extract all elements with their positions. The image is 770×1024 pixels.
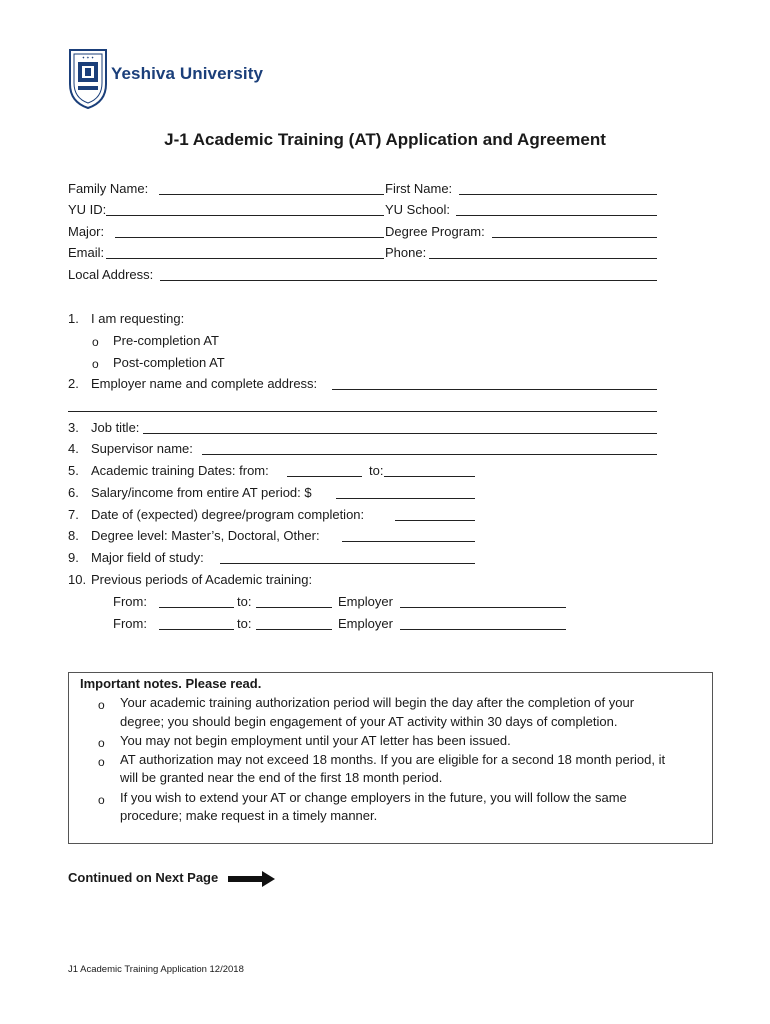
yu-id-label: YU ID: bbox=[68, 202, 107, 217]
first-name-field[interactable] bbox=[459, 194, 657, 195]
completion-date-field[interactable] bbox=[395, 520, 475, 521]
note-bullet-icon: o bbox=[98, 698, 105, 712]
local-address-label: Local Address: bbox=[68, 267, 154, 282]
right-arrow-icon bbox=[228, 870, 276, 893]
q6-text: Salary/income from entire AT period: $ bbox=[91, 485, 312, 500]
university-seal-icon bbox=[68, 46, 108, 110]
q9-number: 9. bbox=[68, 550, 79, 565]
q7-text: Date of (expected) degree/program completion: bbox=[91, 507, 365, 522]
job-title-field[interactable] bbox=[143, 433, 657, 434]
supervisor-name-field[interactable] bbox=[202, 454, 657, 455]
phone-field[interactable] bbox=[429, 258, 657, 259]
degree-program-label: Degree Program: bbox=[385, 224, 485, 239]
note-4-line-2: procedure; make request in a timely manner. bbox=[120, 808, 378, 823]
previous-to-field[interactable] bbox=[256, 607, 332, 608]
previous-employer-field[interactable] bbox=[400, 607, 566, 608]
major-label: Major: bbox=[68, 224, 105, 239]
note-2: You may not begin employment until your AT letter has been issued. bbox=[120, 733, 511, 748]
at-dates-from-field[interactable] bbox=[287, 476, 362, 477]
previous-employer-label: Employer bbox=[338, 594, 393, 609]
q4-number: 4. bbox=[68, 441, 79, 456]
previous-from-label: From: bbox=[113, 594, 147, 609]
logo-text: Yeshiva University bbox=[111, 64, 264, 83]
note-4-line-1: If you wish to extend your AT or change employers in the future, you will follow the same bbox=[120, 790, 627, 805]
option-post-completion[interactable]: Post-completion AT bbox=[113, 355, 225, 370]
email-label: Email: bbox=[68, 245, 105, 260]
previous-to-label: to: bbox=[237, 616, 252, 631]
major-field-of-study-field[interactable] bbox=[220, 563, 475, 564]
q2-number: 2. bbox=[68, 376, 79, 391]
employer-address-field-line2[interactable] bbox=[68, 411, 657, 412]
yu-school-label: YU School: bbox=[385, 202, 451, 217]
previous-to-field[interactable] bbox=[256, 629, 332, 630]
note-bullet-icon: o bbox=[98, 736, 105, 750]
phone-label: Phone: bbox=[385, 245, 427, 260]
first-name-label: First Name: bbox=[385, 181, 453, 196]
employer-address-field[interactable] bbox=[332, 389, 657, 390]
note-bullet-icon: o bbox=[98, 793, 105, 807]
salary-field[interactable] bbox=[336, 498, 475, 499]
option-pre-completion[interactable]: Pre-completion AT bbox=[113, 333, 219, 348]
previous-from-label: From: bbox=[113, 616, 147, 631]
q8-number: 8. bbox=[68, 528, 79, 543]
q3-number: 3. bbox=[68, 420, 79, 435]
option-bullet-icon: o bbox=[92, 335, 99, 349]
family-name-field[interactable] bbox=[159, 194, 384, 195]
yu-id-field[interactable] bbox=[106, 215, 384, 216]
previous-employer-field[interactable] bbox=[400, 629, 566, 630]
svg-text:✦ ✦ ✦: ✦ ✦ ✦ bbox=[81, 55, 95, 60]
note-3-line-2: will be granted near the end of the first 18 month period. bbox=[120, 770, 443, 785]
yeshiva-university-logo bbox=[68, 46, 108, 110]
q9-text: Major field of study: bbox=[91, 550, 204, 565]
note-bullet-icon: o bbox=[98, 755, 105, 769]
family-name-label: Family Name: bbox=[68, 181, 149, 196]
q10-text: Previous periods of Academic training: bbox=[91, 572, 313, 587]
yu-school-field[interactable] bbox=[456, 215, 657, 216]
major-field[interactable] bbox=[115, 237, 384, 238]
q5-number: 5. bbox=[68, 463, 79, 478]
note-3-line-1: AT authorization may not exceed 18 months. If you are eligible for a second 18 month period, it bbox=[120, 752, 666, 767]
degree-level-field[interactable] bbox=[342, 541, 475, 542]
note-1-line-2: degree; you should begin engagement of your AT activity within 30 days of completion. bbox=[120, 714, 618, 729]
important-notes-title: Important notes. Please read. bbox=[80, 676, 262, 691]
previous-employer-label: Employer bbox=[338, 616, 393, 631]
q4-text: Supervisor name: bbox=[91, 441, 193, 456]
previous-from-field[interactable] bbox=[159, 607, 234, 608]
q7-number: 7. bbox=[68, 507, 79, 522]
previous-from-field[interactable] bbox=[159, 629, 234, 630]
q8-text: Degree level: Master’s, Doctoral, Other: bbox=[91, 528, 320, 543]
q6-number: 6. bbox=[68, 485, 79, 500]
previous-to-label: to: bbox=[237, 594, 252, 609]
continued-on-next-page: Continued on Next Page bbox=[68, 870, 219, 885]
email-field[interactable] bbox=[106, 258, 384, 259]
page-title: J-1 Academic Training (AT) Application and Agreement bbox=[164, 130, 606, 149]
local-address-field[interactable] bbox=[160, 280, 657, 281]
q5-to-label: to: bbox=[369, 463, 384, 478]
note-1-line-1: Your academic training authorization period will begin the day after the completion of your bbox=[120, 695, 635, 710]
q2-text: Employer name and complete address: bbox=[91, 376, 318, 391]
at-dates-to-field[interactable] bbox=[384, 476, 475, 477]
footer-text: J1 Academic Training Application 12/2018 bbox=[68, 964, 244, 975]
q1-number: 1. bbox=[68, 311, 79, 326]
q3-text: Job title: bbox=[91, 420, 140, 435]
option-bullet-icon: o bbox=[92, 357, 99, 371]
q5-text: Academic training Dates: from: bbox=[91, 463, 269, 478]
degree-program-field[interactable] bbox=[492, 237, 657, 238]
q1-text: I am requesting: bbox=[91, 311, 185, 326]
q10-number: 10. bbox=[68, 572, 87, 587]
